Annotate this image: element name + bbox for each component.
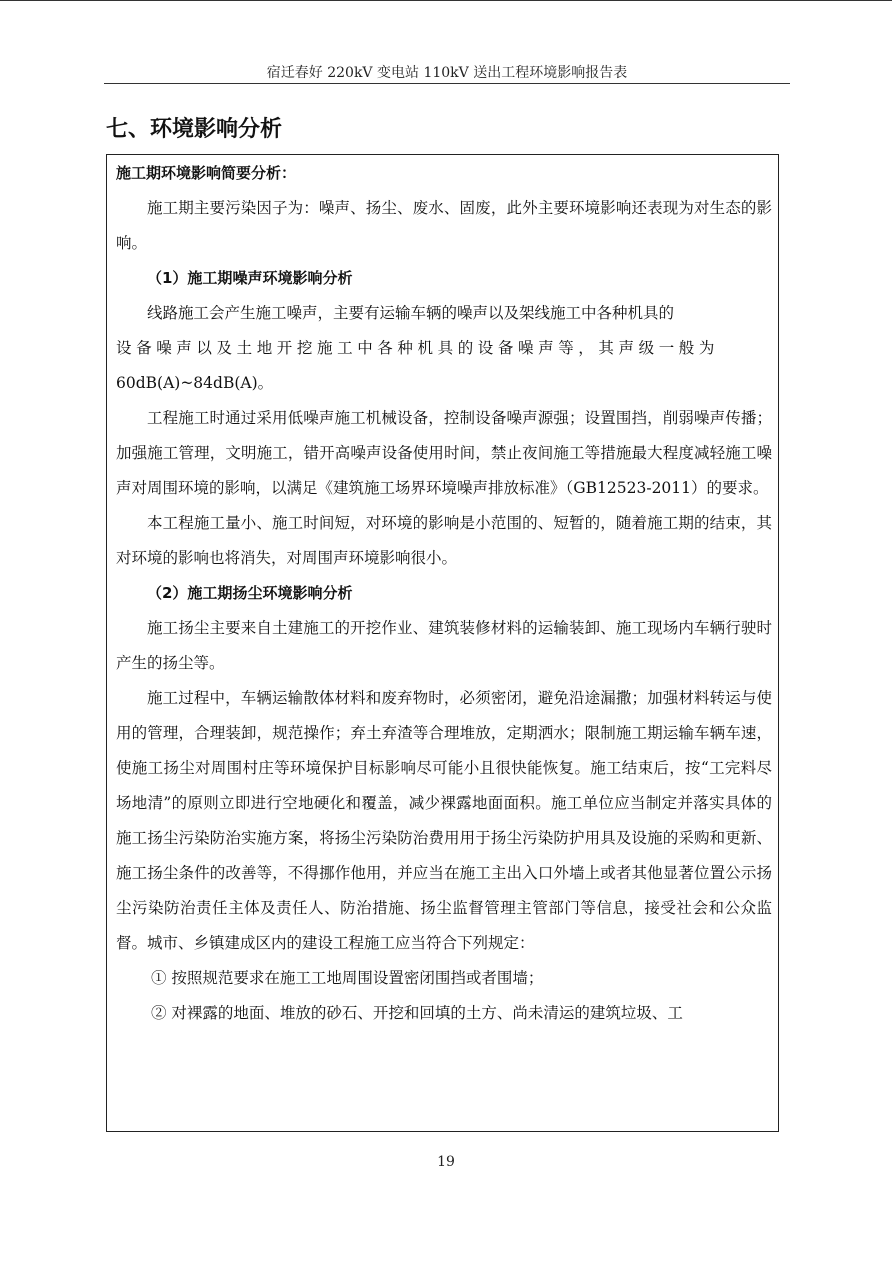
- regulation-item-2: ② 对裸露的地面、堆放的砂石、开挖和回填的土方、尚未清运的建筑垃圾、工: [151, 1004, 683, 1022]
- header-rule: [104, 83, 790, 84]
- analysis-content: [116, 156, 772, 1031]
- page-number: 19: [437, 1154, 455, 1170]
- running-header: 宿迁春好 220kV 变电站 110kV 送出工程环境影响报告表: [266, 65, 628, 81]
- noise-measures-paragraph: 工程施工时通过采用低噪声施工机械设备，控制设备噪声源强；设置围挡，削弱噪声传播；加强施工管理，文明施工，错开高噪声设备使用时间，禁止夜间施工等措施最大程度减轻施工噪声对周围环境的影响，以满足《建筑施工场界环境噪声排放标准》（GB12523-2011）的要求。: [116, 409, 772, 497]
- construction-heading: 施工期环境影响简要分析：: [116, 164, 297, 182]
- noise-paragraph-line-1: 线路施工会产生施工噪声，主要有运输车辆的噪声以及架线施工中各种机具的: [147, 304, 675, 322]
- noise-paragraph-line-3: 60dB(A)~84dB(A)。: [116, 374, 274, 392]
- top-border-line: [0, 0, 892, 1]
- noise-impact-paragraph: 本工程施工量小、施工时间短，对环境的影响是小范围的、短暂的，随着施工期的结束，其对环境的影响也将消失，对周围声环境影响很小。: [116, 514, 772, 567]
- noise-paragraph-line-2: 设备噪声以及土地开挖施工中各种机具的设备噪声等，其声级一般为: [116, 339, 720, 357]
- dust-measures-paragraph: 施工过程中，车辆运输散体材料和废弃物时，必须密闭，避免沿途漏撒；加强材料转运与使用的管理，合理装卸，规范操作；弃土弃渣等合理堆放，定期洒水；限制施工期运输车辆车速，使施工扬尘对周围村庄等环境保护目标影响尽可能小且很快能恢复。施工结束后，按“工完料尽场地清”的原则立即进行空地硬化和覆盖，减少裸露地面面积。施工单位应当制定并落实具体的施工扬尘污染防治实施方案，将扬尘污染防治费用用于扬尘污染防护用具及设施的采购和更新、施工扬尘条件的改善等，不得挪作他用，并应当在施工主出入口外墙上或者其他显著位置公示扬尘污染防治责任主体及责任人、防治措施、扬尘监督管理主管部门等信息，接受社会和公众监督。城市、乡镇建成区内的建设工程施工应当符合下列规定：: [116, 689, 772, 952]
- section-title: 七、环境影响分析: [106, 117, 283, 142]
- dust-source-paragraph: 施工扬尘主要来自土建施工的开挖作业、建筑装修材料的运输装卸、施工现场内车辆行驶时产生的扬尘等。: [116, 619, 772, 672]
- intro-paragraph: 施工期主要污染因子为：噪声、扬尘、废水、固废，此外主要环境影响还表现为对生态的影响。: [116, 199, 772, 252]
- noise-subheading: （1）施工期噪声环境影响分析: [147, 269, 353, 287]
- regulation-item-1: ① 按照规范要求在施工工地周围设置密闭围挡或者围墙；: [151, 969, 544, 987]
- dust-subheading: （2）施工期扬尘环境影响分析: [147, 584, 353, 602]
